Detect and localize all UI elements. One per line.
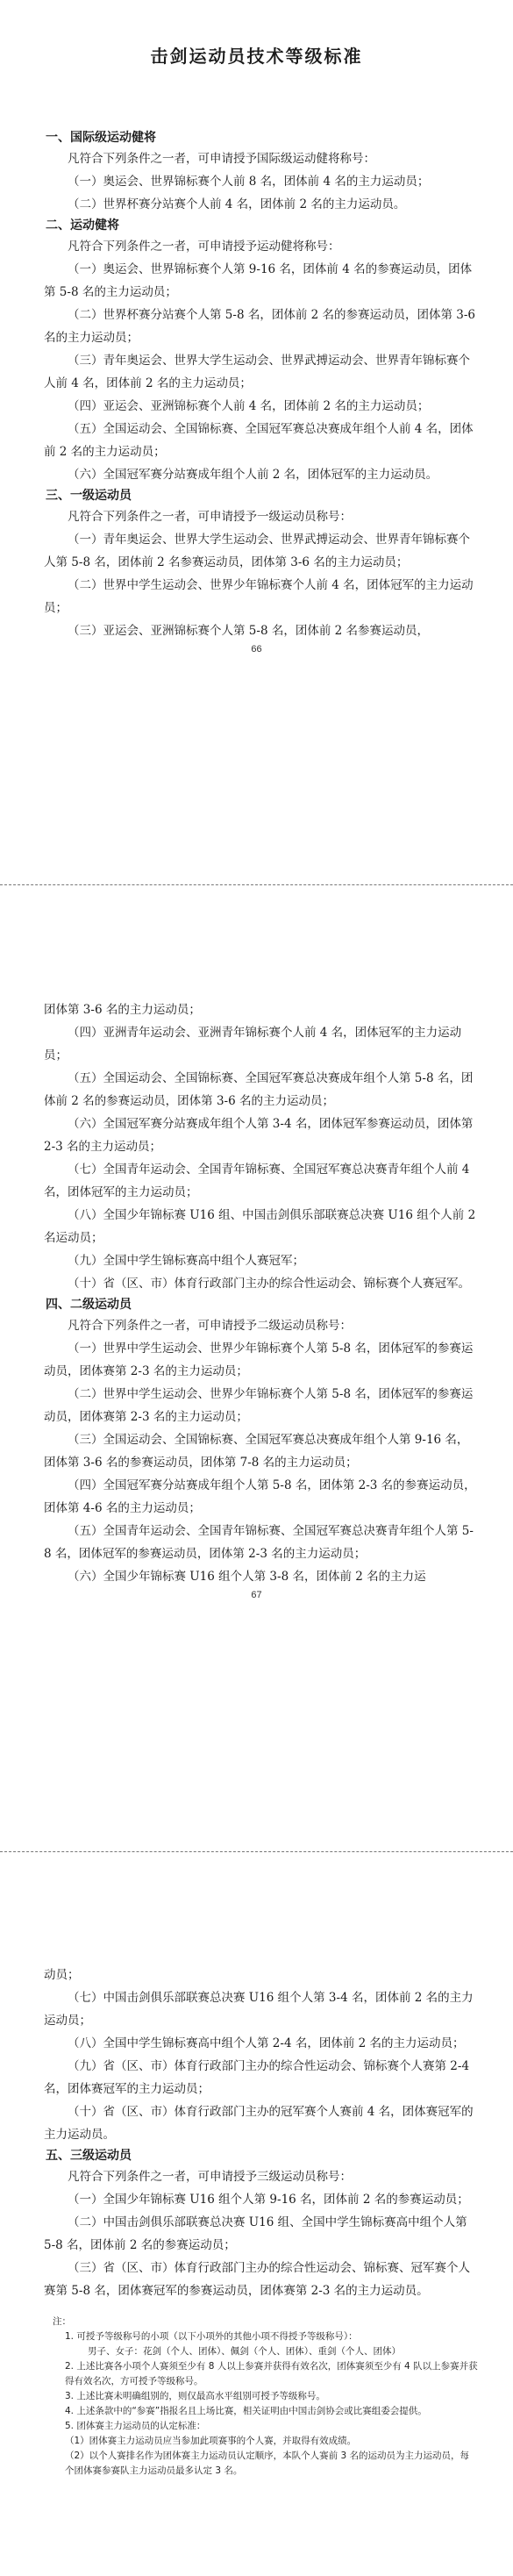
document-page-67 [0, 998, 513, 1600]
list-item: （十）省（区、市）体育行政部门主办的综合性运动会、锦标赛个人赛冠军。 [68, 1277, 470, 1291]
section-intro: 凡符合下列条件之一者，可申请授予国际级运动健将称号： [68, 152, 375, 166]
section-heading-first-class: 三、一级运动员 [46, 489, 132, 503]
page-number: 67 [251, 1590, 262, 1600]
list-item: （一）世界中学生运动会、世界少年锦标赛个人第 5-8 名，团体冠军的参赛运动员，团体赛第 2-3 名的主力运动员； [44, 1342, 474, 1378]
note-item: （1）团体赛主力运动员应当参加此项赛事的个人赛，并取得有效成绩。 [65, 2436, 357, 2446]
list-item: （八）全国少年锦标赛 U16 组、中国击剑俱乐部联赛总决赛 U16 组个人前 2 名运动员； [44, 1208, 476, 1245]
note-item: （2）以个人赛排名作为团体赛主力运动员认定顺序，本队个人赛前 3 名的运动员为主力运动员，每个团体赛参赛队主力运动员最多认定 3 名。 [65, 2451, 470, 2476]
section-heading-master: 二、运动健将 [46, 218, 119, 233]
list-item: （一）青年奥运会、世界大学生运动会、世界武搏运动会、世界青年锦标赛个人第 5-8 名，团体前 2 名参赛运动员，团体第 3-6 名的主力运动员； [44, 533, 470, 569]
document-title: 击剑运动员技术等级标准 [150, 46, 363, 67]
list-item: （一）奥运会、世界锦标赛个人前 8 名，团体前 4 名的主力运动员； [68, 175, 430, 189]
list-item: （六）全国冠军赛分站赛成年组个人第 3-4 名，团体冠军参赛运动员，团体第 2-3 名的主力运动员； [44, 1117, 474, 1154]
list-item: （三）省（区、市）体育行政部门主办的综合性运动会、锦标赛、冠军赛个人赛第 5-8 名，团体赛冠军的参赛运动员，团体赛第 2-3 名的主力运动员。 [44, 2261, 470, 2298]
list-item: （四）亚洲青年运动会、亚洲青年锦标赛个人前 4 名，团体冠军的主力运动员； [44, 1026, 462, 1063]
note-item: 2. 上述比赛各小项个人赛须至少有 8 人以上参赛并获得有效名次，团体赛须至少有 4 队以上参赛并获得有效名次，方可授予等级称号。 [65, 2361, 478, 2386]
list-item: （四）亚运会、亚洲锦标赛个人前 4 名，团体前 2 名的主力运动员； [68, 399, 430, 413]
list-item: （十）省（区、市）体育行政部门主办的冠军赛个人赛前 4 名，团体赛冠军的主力运动员。 [44, 2105, 474, 2142]
list-item: （七）中国击剑俱乐部联赛总决赛 U16 组个人第 3-4 名，团体前 2 名的主力运动员； [44, 1991, 474, 2028]
list-item: （三）全国运动会、全国锦标赛、全国冠军赛总决赛成年组个人第 9-16 名，团体第 3-6 名的参赛运动员，团体第 7-8 名的主力运动员； [44, 1433, 469, 1470]
page-break-divider [0, 1851, 513, 1852]
list-item: （二）中国击剑俱乐部联赛总决赛 U16 组、全国中学生锦标赛高中组个人第 5-8 名，团体前 2 名的参赛运动员； [44, 2215, 467, 2252]
list-item: （二）世界中学生运动会、世界少年锦标赛个人前 4 名，团体冠军的主力运动员； [44, 578, 474, 615]
section-intro: 凡符合下列条件之一者，可申请授予三级运动员称号： [68, 2170, 352, 2184]
notes-title: 注： [53, 2316, 71, 2327]
note-item: 5. 团体赛主力运动员的认定标准： [65, 2421, 206, 2431]
section-heading-third-class: 五、三级运动员 [46, 2149, 132, 2163]
list-item: （七）全国青年运动会、全国青年锦标赛、全国冠军赛总决赛青年组个人前 4 名，团体冠军的主力运动员； [44, 1163, 470, 1199]
list-item: （八）全国中学生锦标赛高中组个人第 2-4 名，团体前 2 名的主力运动员； [68, 2036, 465, 2050]
section-intro: 凡符合下列条件之一者，可申请授予二级运动员称号： [68, 1319, 352, 1333]
list-item: （一）奥运会、世界锦标赛个人第 9-16 名，团体前 4 名的参赛运动员，团体第 5-8 名的主力运动员； [44, 262, 473, 299]
section-heading-second-class: 四、二级运动员 [46, 1298, 132, 1312]
list-item: （三）亚运会、亚洲锦标赛个人第 5-8 名，团体前 2 名参赛运动员， [68, 624, 429, 638]
continued-text: 动员； [44, 1968, 80, 1982]
list-item: （五）全国运动会、全国锦标赛、全国冠军赛总决赛成年组个人第 5-8 名，团体前 2 名的参赛运动员，团体第 3-6 名的主力运动员； [44, 1071, 474, 1108]
list-item: （二）世界杯赛分站赛个人第 5-8 名，团体前 2 名的参赛运动员，团体第 3-6 名的主力运动员； [44, 308, 476, 345]
document-page-68 [0, 1964, 513, 2479]
note-item: 1. 可授予等级称号的小项（以下小项外的其他小项不得授予等级称号）： [65, 2331, 358, 2342]
list-item: （二）世界杯赛分站赛个人前 4 名，团体前 2 名的主力运动员。 [68, 197, 406, 211]
list-item: （二）世界中学生运动会、世界少年锦标赛个人第 5-8 名，团体冠军的参赛运动员，团体赛第 2-3 名的主力运动员； [44, 1387, 474, 1424]
notes-section [0, 2315, 513, 2479]
list-item: （九）全国中学生锦标赛高中组个人赛冠军； [68, 1254, 304, 1268]
list-item: （三）青年奥运会、世界大学生运动会、世界武搏运动会、世界青年锦标赛个人前 4 名，团体前 2 名的主力运动员； [44, 354, 470, 390]
continued-text: 团体第 3-6 名的主力运动员； [44, 1003, 201, 1017]
page-number: 66 [251, 644, 262, 655]
document-page-66 [0, 0, 513, 655]
note-item: 3. 上述比赛未明确组别的，则仅最高水平组别可授予等级称号。 [65, 2391, 325, 2401]
page-break-divider [0, 884, 513, 885]
section-heading-international-master: 一、国际级运动健将 [46, 131, 156, 145]
section-intro: 凡符合下列条件之一者，可申请授予一级运动员称号： [68, 510, 352, 524]
list-item: （五）全国运动会、全国锦标赛、全国冠军赛总决赛成年组个人前 4 名，团体前 2 名的主力运动员； [44, 422, 474, 459]
section-intro: 凡符合下列条件之一者，可申请授予运动健将称号： [68, 240, 340, 254]
list-item: （五）全国青年运动会、全国青年锦标赛、全国冠军赛总决赛青年组个人第 5-8 名，团体冠军的参赛运动员，团体第 2-3 名的主力运动员； [44, 1524, 474, 1561]
list-item: （六）全国冠军赛分站赛成年组个人前 2 名，团体冠军的主力运动员。 [68, 468, 438, 482]
list-item: （一）全国少年锦标赛 U16 组个人第 9-16 名，团体前 2 名的参赛运动员； [68, 2193, 469, 2207]
list-item: （九）省（区、市）体育行政部门主办的综合性运动会、锦标赛个人赛第 2-4 名，团体赛冠军的主力运动员； [44, 2059, 470, 2096]
note-item: 4. 上述条款中的“参赛”指报名且上场比赛，相关证明由中国击剑协会或比赛组委会提供。 [65, 2406, 427, 2416]
list-item: （六）全国少年锦标赛 U16 组个人第 3-8 名，团体前 2 名的主力运 [68, 1570, 426, 1584]
list-item: （四）全国冠军赛分站赛成年组个人第 5-8 名，团体第 2-3 名的参赛运动员，团体第 4-6 名的主力运动员； [44, 1478, 476, 1515]
note-item: 男子、女子：花剑（个人、团体）、佩剑（个人、团体）、重剑（个人、团体） [88, 2346, 401, 2357]
